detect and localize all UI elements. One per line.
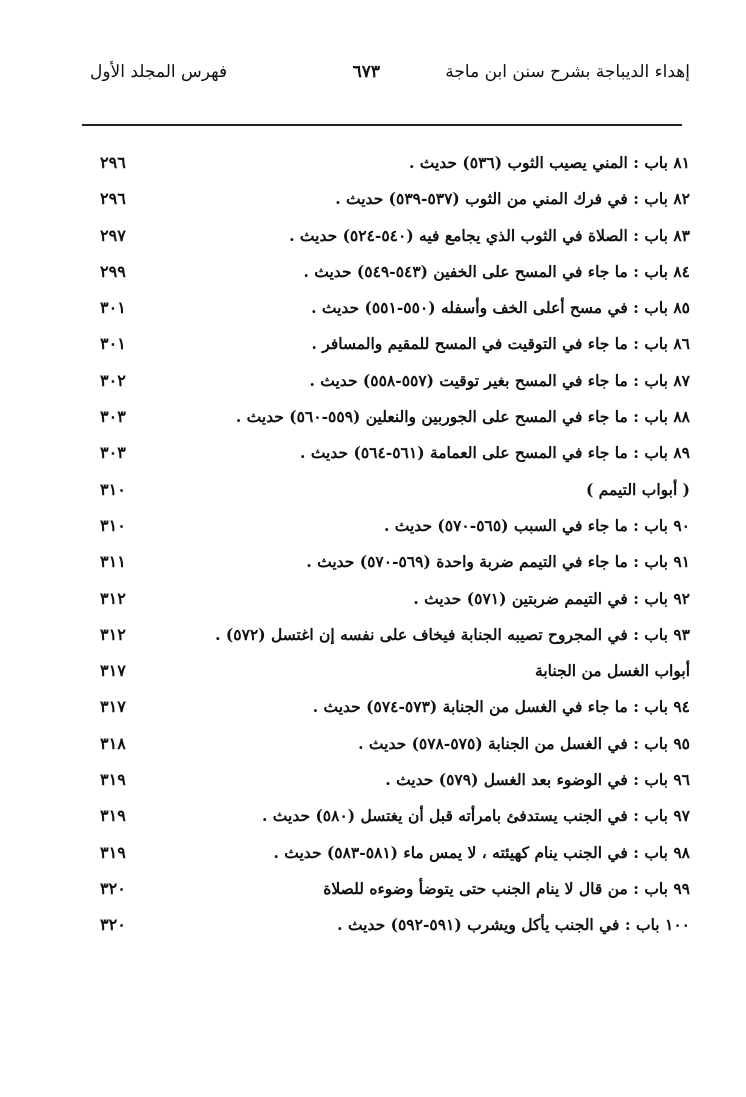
toc-entry-page: ٢٩٦ bbox=[100, 189, 126, 209]
toc-entry bbox=[90, 726, 690, 762]
toc-entry-title: ٩٧ باب : في الجنب يستدفئ بامرأته قبل أن يغتسل (٥٨٠) حديث . bbox=[262, 806, 690, 826]
toc-entry bbox=[90, 871, 690, 907]
toc-entry-title: ٨١ باب : المني يصيب الثوب (٥٣٦) حديث . bbox=[408, 153, 690, 172]
toc-entry-page: ٣٢٠ bbox=[100, 915, 126, 935]
header-rule bbox=[82, 124, 682, 126]
toc-entry-page: ٣١٨ bbox=[100, 733, 126, 753]
toc-entry-title: ٩٤ باب : ما جاء في الغسل من الجنابة (٥٧٣-٥٧٤) حديث . bbox=[312, 697, 690, 717]
toc-entry-page: ٣٢٠ bbox=[100, 878, 126, 898]
toc-entry-page: ٣١٧ bbox=[100, 697, 126, 717]
toc-entry-title: ( أبواب التيمم ) bbox=[585, 479, 690, 499]
toc-entry-page: ٣١٩ bbox=[100, 842, 126, 862]
toc-entry bbox=[90, 435, 690, 471]
toc-entry bbox=[90, 181, 690, 217]
volume-label: فهرس المجلد الأول bbox=[90, 62, 228, 82]
toc-entry-title: ٨٣ باب : الصلاة في الثوب الذي يجامع فيه (٥٤٠-٥٢٤) حديث . bbox=[289, 225, 690, 245]
toc-entry-page: ٣١٩ bbox=[100, 806, 126, 826]
toc-entry-title: ٨٩ باب : ما جاء في المسح على العمامة (٥٦١-٥٦٤) حديث . bbox=[300, 443, 690, 463]
toc-entry-page: ٣١٢ bbox=[100, 588, 126, 608]
toc-entry bbox=[90, 689, 690, 725]
running-header bbox=[90, 58, 690, 92]
toc-entry-page: ٣١٩ bbox=[100, 770, 126, 790]
toc-entry-page: ٣٠٣ bbox=[100, 443, 126, 463]
toc-entry bbox=[90, 762, 690, 798]
toc-entry-title: ٩٢ باب : في التيمم ضربتين (٥٧١) حديث . bbox=[413, 588, 690, 608]
toc-entry-page: ٣٠٢ bbox=[100, 370, 126, 390]
toc-entry bbox=[90, 581, 690, 617]
toc-entry-page: ٣١٠ bbox=[100, 479, 126, 499]
toc-entry-page: ٣٠٣ bbox=[100, 407, 126, 427]
toc-entry-page: ٣١١ bbox=[100, 552, 126, 572]
toc-entry bbox=[90, 326, 690, 362]
table-of-contents bbox=[90, 145, 690, 944]
toc-entry bbox=[90, 798, 690, 834]
toc-entry bbox=[90, 254, 690, 290]
toc-entry-page: ٣١٢ bbox=[100, 624, 126, 644]
toc-entry-title: ١٠٠ باب : في الجنب يأكل ويشرب (٥٩١-٥٩٢) حديث . bbox=[337, 915, 690, 935]
toc-entry bbox=[90, 508, 690, 544]
toc-entry bbox=[90, 617, 690, 653]
toc-entry-title: ٩٨ باب : في الجنب ينام كهيئته ، لا يمس ماء (٥٨١-٥٨٣) حديث . bbox=[273, 842, 690, 862]
toc-entry-title: ٨٧ باب : ما جاء في المسح بغير توقيت (٥٥٧-٥٥٨) حديث . bbox=[309, 370, 690, 390]
toc-entry-page: ٣٠١ bbox=[100, 298, 126, 318]
toc-entry-page: ٢٩٩ bbox=[100, 261, 126, 281]
toc-entry-title: ٨٤ باب : ما جاء في المسح على الخفين (٥٤٣-٥٤٩) حديث . bbox=[303, 261, 690, 281]
toc-entry bbox=[90, 835, 690, 871]
toc-entry-title: ٩٥ باب : في الغسل من الجنابة (٥٧٥-٥٧٨) حديث . bbox=[358, 733, 690, 753]
toc-entry-title: أبواب الغسل من الجنابة bbox=[535, 661, 690, 681]
toc-entry-title: ٩١ باب : ما جاء في التيمم ضربة واحدة (٥٦٩-٥٧٠) حديث . bbox=[306, 552, 690, 572]
toc-entry bbox=[90, 145, 690, 181]
toc-entry-title: ٨٨ باب : ما جاء في المسح على الجوربين والنعلين (٥٥٩-٥٦٠) حديث . bbox=[235, 407, 690, 427]
toc-entry bbox=[90, 218, 690, 254]
toc-entry bbox=[90, 907, 690, 943]
toc-entry bbox=[90, 290, 690, 326]
toc-entry-page: ٣١٧ bbox=[100, 661, 126, 681]
toc-entry bbox=[90, 544, 690, 580]
book-title: إهداء الديباجة بشرح سنن ابن ماجة bbox=[445, 62, 690, 82]
toc-entry-title: ٨٢ باب : في فرك المني من الثوب (٥٣٧-٥٣٩) حديث . bbox=[335, 189, 690, 209]
toc-entry-title: ٩٩ باب : من قال لا ينام الجنب حتى يتوضأ وضوءه للصلاة bbox=[323, 878, 690, 898]
toc-entry-title: ٩٠ باب : ما جاء في السبب (٥٦٥-٥٧٠) حديث . bbox=[383, 515, 690, 535]
toc-entry bbox=[90, 472, 690, 508]
toc-entry-page: ٢٩٧ bbox=[100, 225, 126, 245]
page-number: ٦٧٣ bbox=[352, 62, 380, 82]
toc-entry-title: ٨٦ باب : ما جاء في التوقيت في المسح للمقيم والمسافر . bbox=[311, 334, 690, 354]
toc-entry-page: ٣٠١ bbox=[100, 334, 126, 354]
toc-entry bbox=[90, 653, 690, 689]
toc-entry-page: ٢٩٦ bbox=[100, 153, 126, 172]
toc-entry-title: ٩٣ باب : في المجروح تصيبه الجنابة فيخاف على نفسه إن اغتسل (٥٧٢) . bbox=[215, 624, 690, 644]
toc-entry-title: ٨٥ باب : في مسح أعلى الخف وأسفله (٥٥٠-٥٥١) حديث . bbox=[311, 298, 690, 318]
toc-entry-page: ٣١٠ bbox=[100, 515, 126, 535]
toc-entry bbox=[90, 399, 690, 435]
toc-entry bbox=[90, 363, 690, 399]
toc-entry-title: ٩٦ باب : في الوضوء بعد الغسل (٥٧٩) حديث . bbox=[385, 770, 690, 790]
